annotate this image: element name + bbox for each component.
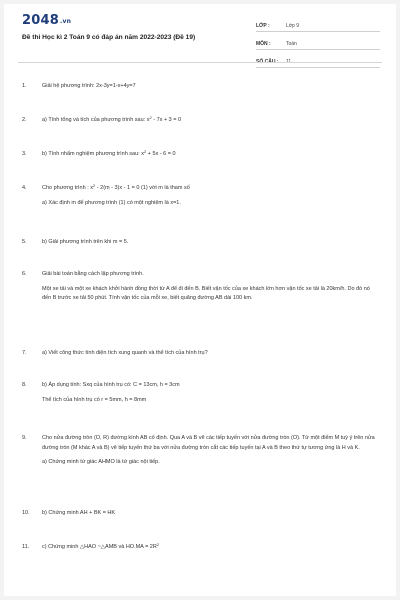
header-divider: [18, 62, 382, 63]
question-number: 3.: [22, 151, 27, 157]
meta-key: LỚP :: [256, 23, 270, 29]
question-number: 10.: [22, 510, 30, 516]
question-text: [42, 150, 378, 160]
superscript: 2: [149, 115, 152, 120]
question-4: [22, 184, 378, 208]
question-10: [22, 509, 378, 519]
question-text: Giải hệ phương trình: 2x-3y=1-x+4y=7: [42, 83, 136, 89]
question-number: 5.: [22, 239, 27, 245]
question-text: [42, 543, 378, 553]
meta-row-class: [256, 18, 380, 32]
meta-value: 11: [286, 59, 292, 65]
question-subpart: Một xe tải và một xe khách khởi hành đồng thời từ A để đi đến B. Biết vận tốc của xe khách lớn hơn vận tốc xe tải là 20km/h. Do đó nó đến B trước xe tải 50 phút. Tính vận tốc của mỗi xe, biết quãng đường AB dài 100 km.: [42, 285, 370, 302]
meta-key: SỐ CÂU :: [256, 59, 279, 65]
question-text: [42, 116, 378, 126]
text-part: Cho phương trình : x: [42, 185, 94, 191]
document-page: [4, 4, 396, 596]
superscript: 2: [93, 183, 96, 188]
meta-table: [256, 18, 380, 72]
meta-row-subject: [256, 36, 380, 50]
question-number: 8.: [22, 382, 27, 388]
question-11: [22, 543, 378, 553]
question-text: a) Viết công thức tính diện tích xung quanh và thể tích của hình trụ?: [42, 350, 208, 356]
site-logo[interactable]: [22, 13, 71, 28]
question-number: 6.: [22, 271, 27, 277]
text-part: c) Chứng minh △HAO ~△AMB và HO.MA = 2R: [42, 544, 157, 550]
superscript: 2: [156, 542, 160, 547]
question-text: b) Áp dụng tính: Sxq của hình trụ có: C = 13cm, h = 3cm: [42, 382, 180, 388]
text-part: b) Tính nhẩm nghiệm phương trình sau: x: [42, 151, 144, 157]
question-9: [22, 434, 378, 468]
meta-value: Toán: [286, 41, 297, 47]
question-5: [22, 238, 378, 248]
meta-key: MÔN :: [256, 41, 271, 47]
question-7: [22, 349, 378, 359]
logo-tld: .vn: [59, 18, 72, 25]
text-part: + 5x - 6 = 0: [146, 151, 176, 157]
question-number: 2.: [22, 117, 27, 123]
question-8: [22, 381, 378, 405]
question-number: 9.: [22, 435, 27, 441]
question-subpart: Thể tích của hình trụ có r = 5mm, h = 8mm: [42, 396, 147, 403]
question-subpart: a) Chứng minh tứ giác AHMO là tứ giác nội tiếp.: [42, 459, 160, 466]
text-part: - 2(m - 3)x - 1 = 0 (1) với m là tham số: [95, 185, 190, 191]
logo-text: 2048: [22, 13, 59, 28]
meta-row-count: [256, 54, 380, 68]
question-number: 7.: [22, 350, 27, 356]
text-part: - 7x + 3 = 0: [151, 117, 182, 123]
question-text: Giải bài toán bằng cách lập phương trình.: [42, 271, 144, 277]
question-6: [22, 270, 378, 304]
question-1: [22, 82, 378, 92]
question-3: [22, 150, 378, 160]
question-text: Cho nửa đường tròn (O, R) đường kính AB cố định. Qua A và B vẽ các tiếp tuyến với nửa đường tròn (O). Từ một điểm M tuỳ ý trên nửa đường tròn (M khác A và B) vẽ tiếp tuyến thứ ba với nửa đường tròn cắt các tiếp tuyến tại A và B theo thứ tự tương ứng là H và K.: [42, 435, 375, 451]
text-part: a) Tính tổng và tích của phương trình sau: x: [42, 117, 150, 123]
meta-value: Lớp 9: [286, 23, 300, 29]
question-2: [22, 116, 378, 126]
superscript: 2: [143, 149, 147, 154]
question-text: [42, 184, 378, 194]
question-text: b) Giải phương trình trên khi m = 5.: [42, 239, 129, 245]
question-number: 11.: [22, 544, 30, 550]
question-subpart: a) Xác định m để phương trình (1) có một nghiệm là x=1.: [42, 199, 181, 206]
question-number: 1.: [22, 83, 27, 89]
document-title: Đề thi Học kì 2 Toán 9 có đáp án năm 2022-2023 (Đề 19): [22, 34, 196, 41]
question-text: b) Chứng minh AH + BK = HK: [42, 510, 116, 516]
question-number: 4.: [22, 185, 27, 191]
